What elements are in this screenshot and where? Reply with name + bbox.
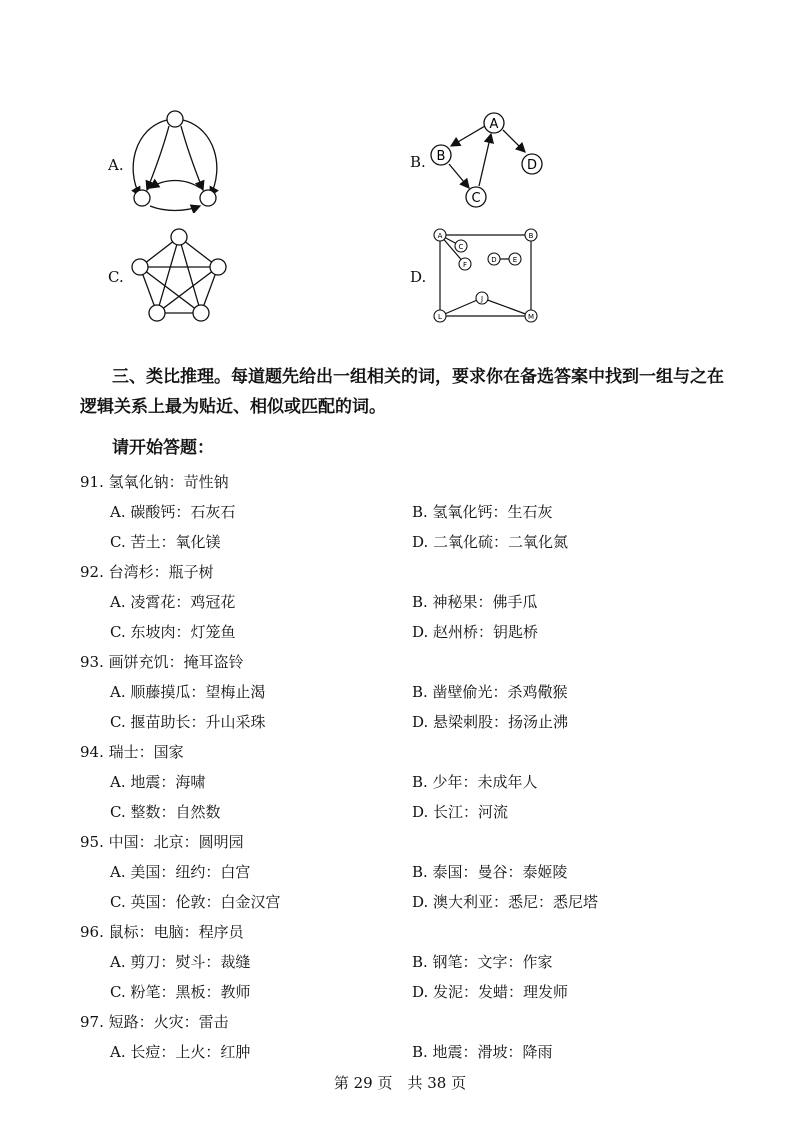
instruction: 请开始答题： (112, 438, 214, 458)
question-option: C. 苦土：氧化镁 (110, 533, 221, 551)
question-option: B. 凿壁偷光：杀鸡儆猴 (412, 683, 568, 701)
question-stem: 93. 画饼充饥：掩耳盗铃 (80, 653, 244, 671)
question-stem: 92. 台湾杉：瓶子树 (80, 563, 214, 581)
question-option: C. 东坡肉：灯笼鱼 (110, 623, 236, 641)
question-option: B. 少年：未成年人 (412, 773, 538, 791)
question-option: C. 揠苗助长：升山采珠 (110, 713, 266, 731)
question-option: A. 碳酸钙：石灰石 (110, 503, 236, 521)
question-option: B. 钢笔：文字：作家 (412, 953, 553, 971)
diagram-c (128, 225, 230, 327)
question-option: B. 氢氧化钙：生石灰 (412, 503, 553, 521)
diagram-d (428, 226, 544, 326)
question-option: A. 顺藤摸瓜：望梅止渴 (110, 683, 266, 701)
node-c: C (458, 243, 464, 251)
diagram-a (125, 108, 225, 213)
question-option: D. 发泥：发蜡：理发师 (412, 983, 569, 1001)
page-footer: 第 29 页 共 38 页 (333, 1074, 467, 1092)
question-stem: 91. 氢氧化钠：苛性钠 (80, 473, 229, 491)
question-option: D. 长江：河流 (412, 803, 509, 821)
node-m: M (527, 313, 535, 321)
question-stem: 97. 短路：火灾：雷击 (80, 1013, 229, 1031)
question-stem: 96. 鼠标：电脑：程序员 (80, 923, 244, 941)
question-option: A. 美国：纽约：白宫 (110, 863, 251, 881)
question-option: D. 二氧化硫：二氧化氮 (412, 533, 569, 551)
question-option: D. 赵州桥：钥匙桥 (412, 623, 539, 641)
diagram-c-label: C. (108, 268, 124, 286)
node-d: D (526, 158, 538, 173)
question-option: D. 悬梁刺股：扬汤止沸 (412, 713, 569, 731)
question-option: C. 粉笔：黑板：教师 (110, 983, 251, 1001)
question-stem: 94. 瑞士：国家 (80, 743, 184, 761)
node-f: F (462, 261, 468, 269)
node-j: J (480, 295, 484, 303)
diagram-d-label: D. (410, 268, 427, 286)
question-option: B. 地震：滑坡：降雨 (412, 1043, 553, 1061)
question-option: B. 神秘果：佛手瓜 (412, 593, 538, 611)
question-option: C. 整数：自然数 (110, 803, 221, 821)
question-option: B. 泰国：曼谷：泰姬陵 (412, 863, 568, 881)
node-a: A (437, 232, 443, 240)
node-b: B (436, 149, 446, 164)
question-option: C. 英国：伦敦：白金汉宫 (110, 893, 281, 911)
question-option: A. 地震：海啸 (110, 773, 206, 791)
question-stem: 95. 中国：北京：圆明园 (80, 833, 244, 851)
node-c: C (471, 191, 481, 206)
diagram-b-label: B. (410, 153, 426, 171)
question-option: D. 澳大利亚：悉尼：悉尼塔 (412, 893, 599, 911)
question-option: A. 凌霄花：鸡冠花 (110, 593, 236, 611)
question-option: A. 剪刀：熨斗：裁缝 (110, 953, 251, 971)
question-option: A. 长痘：上火：红肿 (110, 1043, 251, 1061)
diagram-a-label: A. (108, 156, 124, 174)
node-e: E (512, 256, 518, 264)
node-a: A (489, 117, 499, 132)
section-title: 三、类比推理。每道题先给出一组相关的词，要求你在备选答案中找到一组与之在逻辑关系上最为贴近、相似或匹配的词。 (80, 367, 724, 417)
node-b: B (528, 232, 534, 240)
node-l: L (438, 313, 442, 321)
node-d: D (491, 256, 497, 264)
diagram-b (427, 110, 547, 210)
